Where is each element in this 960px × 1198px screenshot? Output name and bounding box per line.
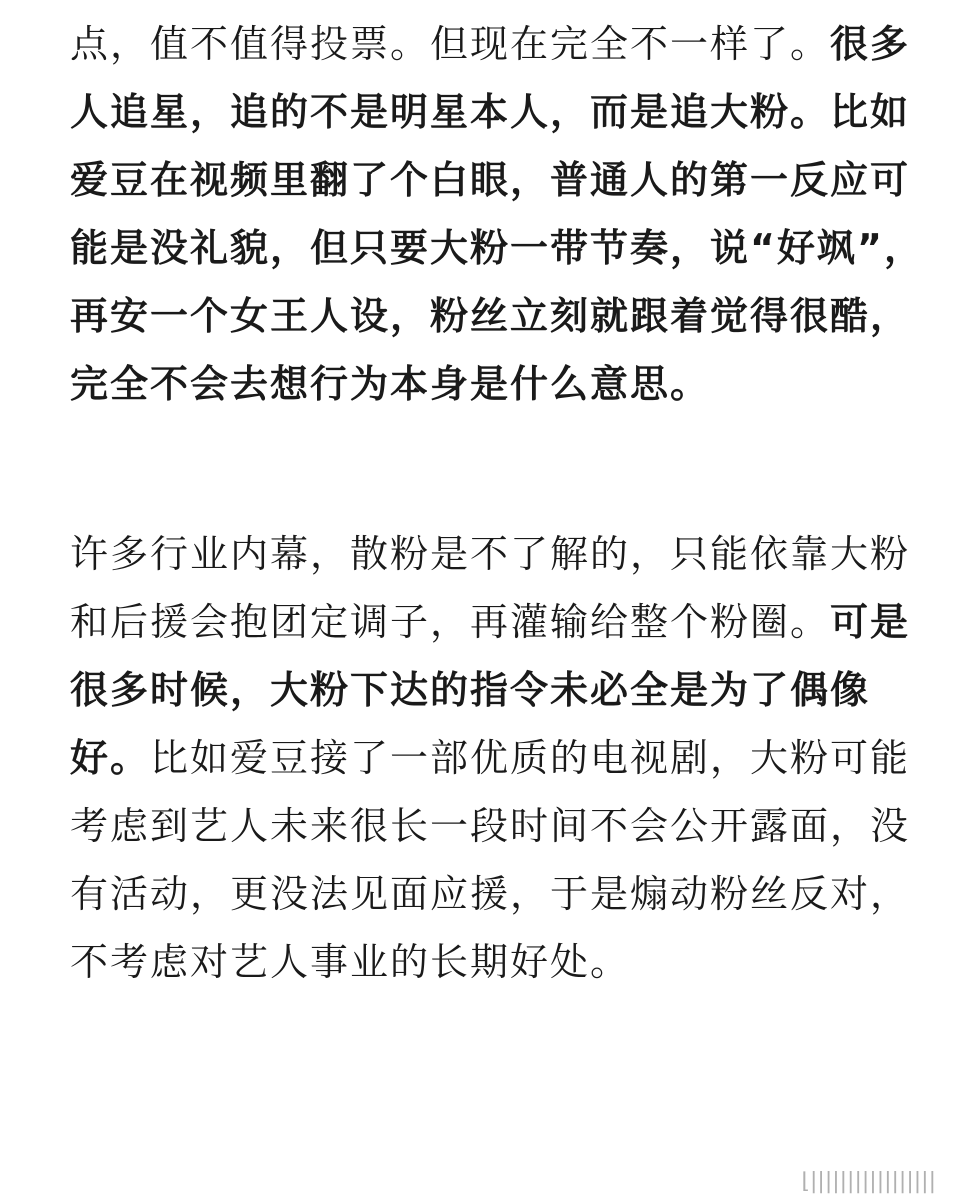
text-normal: 点，值不值得投票。但现在完全不一样了。 [70,22,831,66]
text-bold: 好。 [70,736,151,780]
text-line [70,724,911,792]
paragraph-spacer [70,418,900,520]
paragraph-2 [70,520,911,996]
text-line: 再安一个女王人设，粉丝立刻就跟着觉得很酷， [70,294,911,338]
text-line: 考虑到艺人未来很长一段时间不会公开露面，没 [70,804,911,848]
text-line: 能是没礼貌，但只要大粉一带节奏，说“好飒”， [70,226,924,270]
text-line [70,588,911,656]
text-line [70,10,911,78]
paragraph-1 [70,10,924,418]
text-line: 完全不会去想行为本身是什么意思。 [70,362,711,406]
text-bold: 可是 [830,600,911,644]
text-line: 不考虑对艺人事业的长期好处。 [70,940,631,984]
article-body [70,0,924,996]
text-normal: 比如爱豆接了一部优质的电视剧，大粉可能 [150,736,911,780]
text-normal: 和后援会抱团定调子，再灌输给整个粉圈。 [70,600,831,644]
text-line: 很多时候，大粉下达的指令未必全是为了偶像 [70,668,871,712]
watermark-logo: ⌊||||||||||||||||| [801,1169,936,1194]
text-bold: 很多 [830,22,911,66]
text-line: 人追星，追的不是明星本人，而是追大粉。比如 [70,90,911,134]
text-line: 爱豆在视频里翻了个白眼，普通人的第一反应可 [70,158,911,202]
text-line: 许多行业内幕，散粉是不了解的，只能依靠大粉 [70,532,911,576]
text-line: 有活动，更没法见面应援，于是煽动粉丝反对， [70,872,911,916]
